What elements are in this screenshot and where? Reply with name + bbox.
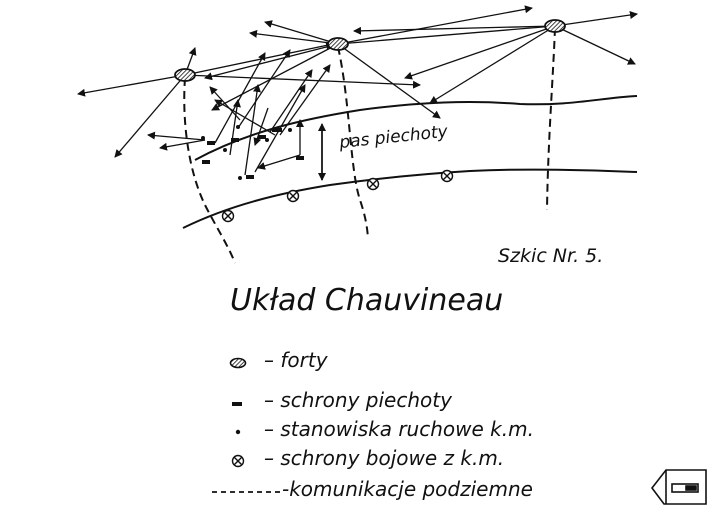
legend-item-schrony-bojowe: – schrony bojowe z k.m.	[264, 446, 505, 470]
fort-middle	[328, 38, 348, 50]
band-label: pas piechoty	[338, 121, 449, 153]
fort-left	[175, 69, 195, 81]
legend-item-schrony-piechoty: – schrony piechoty	[264, 388, 452, 412]
bunker-logo-icon	[652, 470, 706, 504]
legend-item-forty: – forty	[264, 348, 328, 372]
fort-icon	[231, 359, 246, 368]
sketch-number: Szkic Nr. 5.	[498, 245, 604, 267]
infantry-shelter-icon	[232, 402, 242, 406]
fort-right	[545, 20, 565, 32]
legend-item-komunikacje: -komunikacje podziemne	[282, 477, 533, 501]
legend-item-stanowiska: – stanowiska ruchowe k.m.	[264, 417, 534, 441]
legend	[212, 348, 534, 501]
mobile-position-icon	[236, 430, 240, 434]
combat-shelters	[223, 171, 453, 222]
mobile-mg-positions	[201, 125, 292, 180]
fort-markers	[175, 20, 565, 81]
page-title: Układ Chauvineau	[230, 283, 504, 318]
combat-shelter-icon	[233, 456, 244, 467]
